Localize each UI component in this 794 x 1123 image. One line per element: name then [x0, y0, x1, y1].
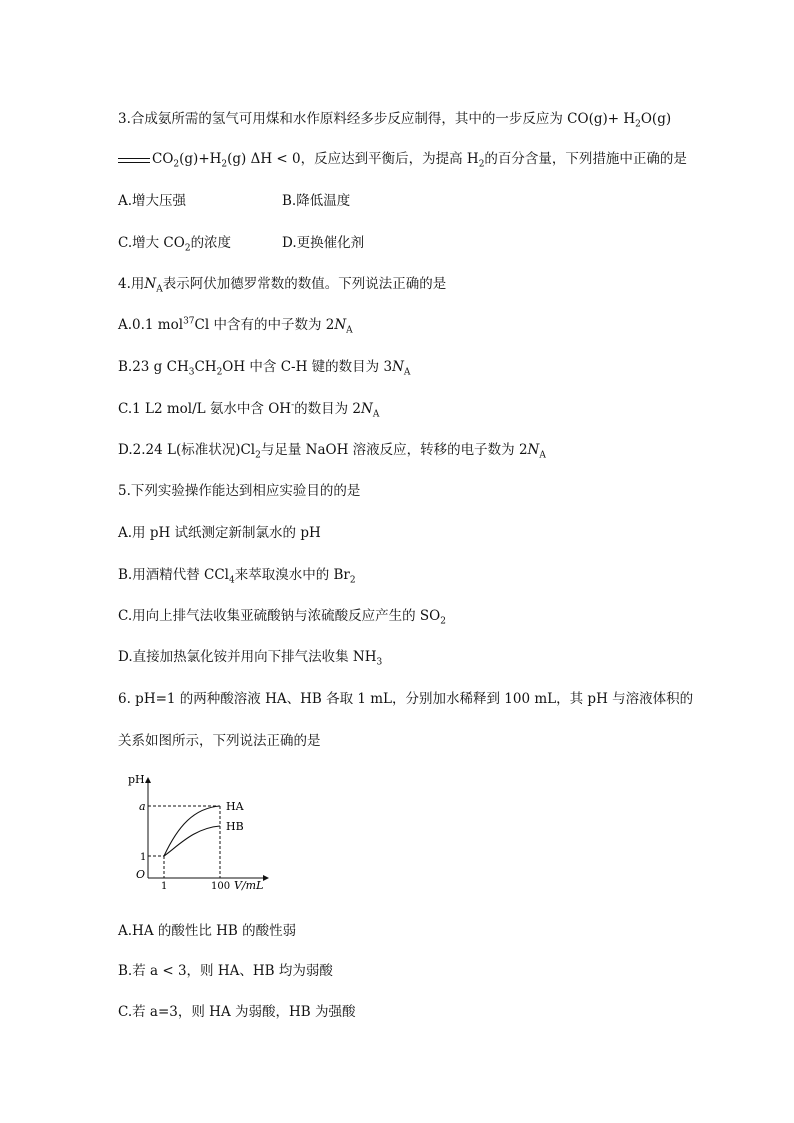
- x-axis-label: V/mL: [234, 879, 264, 892]
- series-label-ha: HA: [226, 800, 244, 813]
- y-tick-label: a: [139, 800, 146, 813]
- q5-option-d: D.直接加热氯化铵并用向下排气法收集 $NH_3$: [118, 649, 383, 668]
- q5-option-a: A.用 pH 试纸测定新制氯水的 pH: [118, 525, 321, 541]
- q3-option-a: A.增大压强: [118, 193, 187, 209]
- q6-stem-line1: 6. pH=1 的两种酸溶液 HA、HB 各取 1 mL，分别加水稀释到 100 mL，其 pH 与溶液体积的: [118, 691, 694, 707]
- equilibrium-arrow-icon: [118, 155, 150, 165]
- q6-option-a: A.HA 的酸性比 HB 的酸性弱: [118, 923, 297, 939]
- x-tick-label: 100: [211, 881, 231, 892]
- x-tick-label: 1: [161, 881, 168, 892]
- q6-stem-line2: 关系如图所示，下列说法正确的是: [118, 733, 321, 749]
- ph-volume-chart: [128, 770, 278, 892]
- q3-option-d: D.更换催化剂: [282, 235, 365, 251]
- series-label-hb: HB: [226, 820, 244, 833]
- q4-option-a: A.0.1 mol$^{37}$Cl 中含有的中子数为 $2N_A$: [118, 316, 353, 336]
- q4-option-d: D.2.24 L(标准状况)$Cl_2$与足量 NaOH 溶液反应，转移的电子数为 $2N_A$: [118, 442, 546, 461]
- origin-label: O: [136, 868, 146, 881]
- q6-option-b: B.若 a < 3，则 HA、HB 均为弱酸: [118, 963, 333, 979]
- q3-stem-line2: $CO_2(g)+H_2(g) \Delta H < 0$，反应达到平衡后，为提高 $H_2$的百分含量，下列措施中正确的是: [118, 150, 687, 168]
- y-tick-label: 1: [140, 852, 147, 863]
- q3-options-row1: [118, 192, 186, 210]
- q4-stem: 4.用$N_A$表示阿伏加德罗常数的数值。下列说法正确的是: [118, 276, 447, 295]
- q3-option-b: B.降低温度: [282, 193, 351, 209]
- q4-option-b: B.23 g $CH_3CH_2OH$ 中含 C-H 键的数目为 $3N_A$: [118, 359, 411, 378]
- q3-option-c: C.增大 $CO_2$的浓度: [118, 235, 232, 254]
- q3-stem-line1: 3.合成氨所需的氢气可用煤和水作原料经多步反应制得，其中的一步反应为 $CO(g)+ H_2O(g)$: [118, 111, 672, 130]
- q4-option-c: C.1 L2 mol/L 氨水中含 OH-的数目为 $2N_A$: [118, 400, 380, 420]
- q5-option-c: C.用向上排气法收集亚硫酸钠与浓硫酸反应产生的 $SO_2$: [118, 608, 446, 627]
- q5-option-b: B.用酒精代替 CCl$_4$来萃取溴水中的 $Br_2$: [118, 567, 356, 586]
- series-line-ha: [164, 806, 220, 856]
- y-axis-label: pH: [128, 773, 145, 786]
- q5-stem: 5.下列实验操作能达到相应实验目的的是: [118, 483, 361, 499]
- q6-option-c: C.若 a=3，则 HA 为弱酸，HB 为强酸: [118, 1004, 356, 1020]
